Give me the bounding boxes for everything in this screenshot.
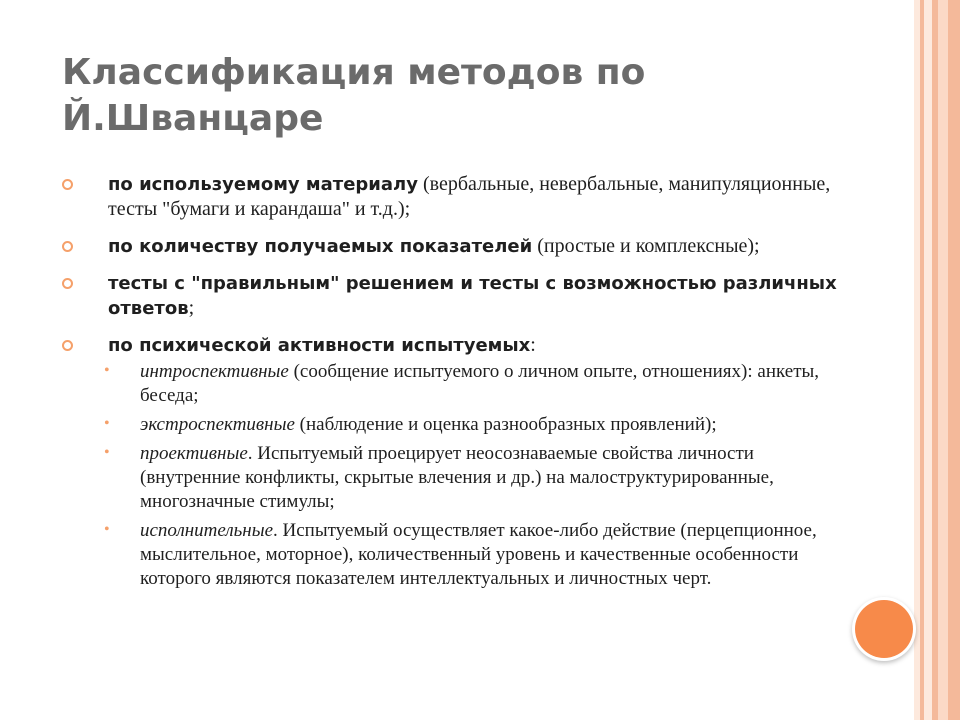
circle-bullet-icon bbox=[62, 179, 73, 190]
list-item bbox=[62, 333, 852, 591]
sub-list-item bbox=[62, 413, 852, 437]
bullet-list bbox=[62, 172, 852, 596]
item-text: ; bbox=[188, 297, 195, 319]
list-item bbox=[62, 172, 852, 222]
sub-item-text: . Испытуемый проецирует неосознаваемые свойства личности (внутренние конфликты, скрытые влечения и др.) на малоструктурированные, многозначные стимулы; bbox=[140, 443, 774, 512]
circle-bullet-icon bbox=[62, 278, 73, 289]
item-heading: тесты с "правильным" решением и тесты с возможностью различных ответов bbox=[108, 273, 837, 319]
item-heading: по психической активности испытуемых bbox=[108, 335, 531, 356]
sub-item-term: интроспективные bbox=[140, 361, 289, 382]
circle-bullet-icon bbox=[62, 241, 73, 252]
sub-item-text: . Испытуемый осуществляет какое-либо действие (перцепционное, мыслительное, моторное), количественный уровень и качественные особенности которого являются показателем интеллектуальных и личностных черт. bbox=[140, 520, 817, 589]
item-text: (простые и комплексные); bbox=[532, 235, 760, 257]
sub-item-term: экстроспективные bbox=[140, 414, 295, 435]
sub-item-term: исполнительные bbox=[140, 520, 274, 541]
sub-item-text: (наблюдение и оценка разнообразных проявлений); bbox=[294, 414, 717, 435]
sub-list-item bbox=[62, 519, 852, 591]
decorative-circle bbox=[855, 600, 913, 658]
list-item bbox=[62, 234, 852, 259]
dot-bullet-icon: • bbox=[104, 362, 110, 379]
slide-title: Классификация методов по Й.Шванцаре bbox=[62, 52, 646, 139]
sub-list-item bbox=[62, 360, 852, 408]
item-heading: по используемому материалу bbox=[108, 174, 418, 195]
sub-list-item bbox=[62, 442, 852, 514]
item-heading: по количеству получаемых показателей bbox=[108, 236, 533, 257]
dot-bullet-icon: • bbox=[104, 521, 110, 538]
dot-bullet-icon: • bbox=[104, 415, 110, 432]
decorative-stripes bbox=[914, 0, 960, 720]
circle-bullet-icon bbox=[62, 340, 73, 351]
item-text: : bbox=[530, 334, 536, 356]
list-item bbox=[62, 271, 852, 321]
sub-list bbox=[104, 360, 852, 591]
item-text: (вербальные, невербальные, манипуляционные, тесты "бумаги и карандаша" и т.д.); bbox=[108, 173, 831, 220]
dot-bullet-icon: • bbox=[104, 444, 110, 461]
sub-item-text: (сообщение испытуемого о личном опыте, отношениях): анкеты, беседа; bbox=[140, 361, 820, 406]
sub-item-term: проективные bbox=[140, 443, 248, 464]
